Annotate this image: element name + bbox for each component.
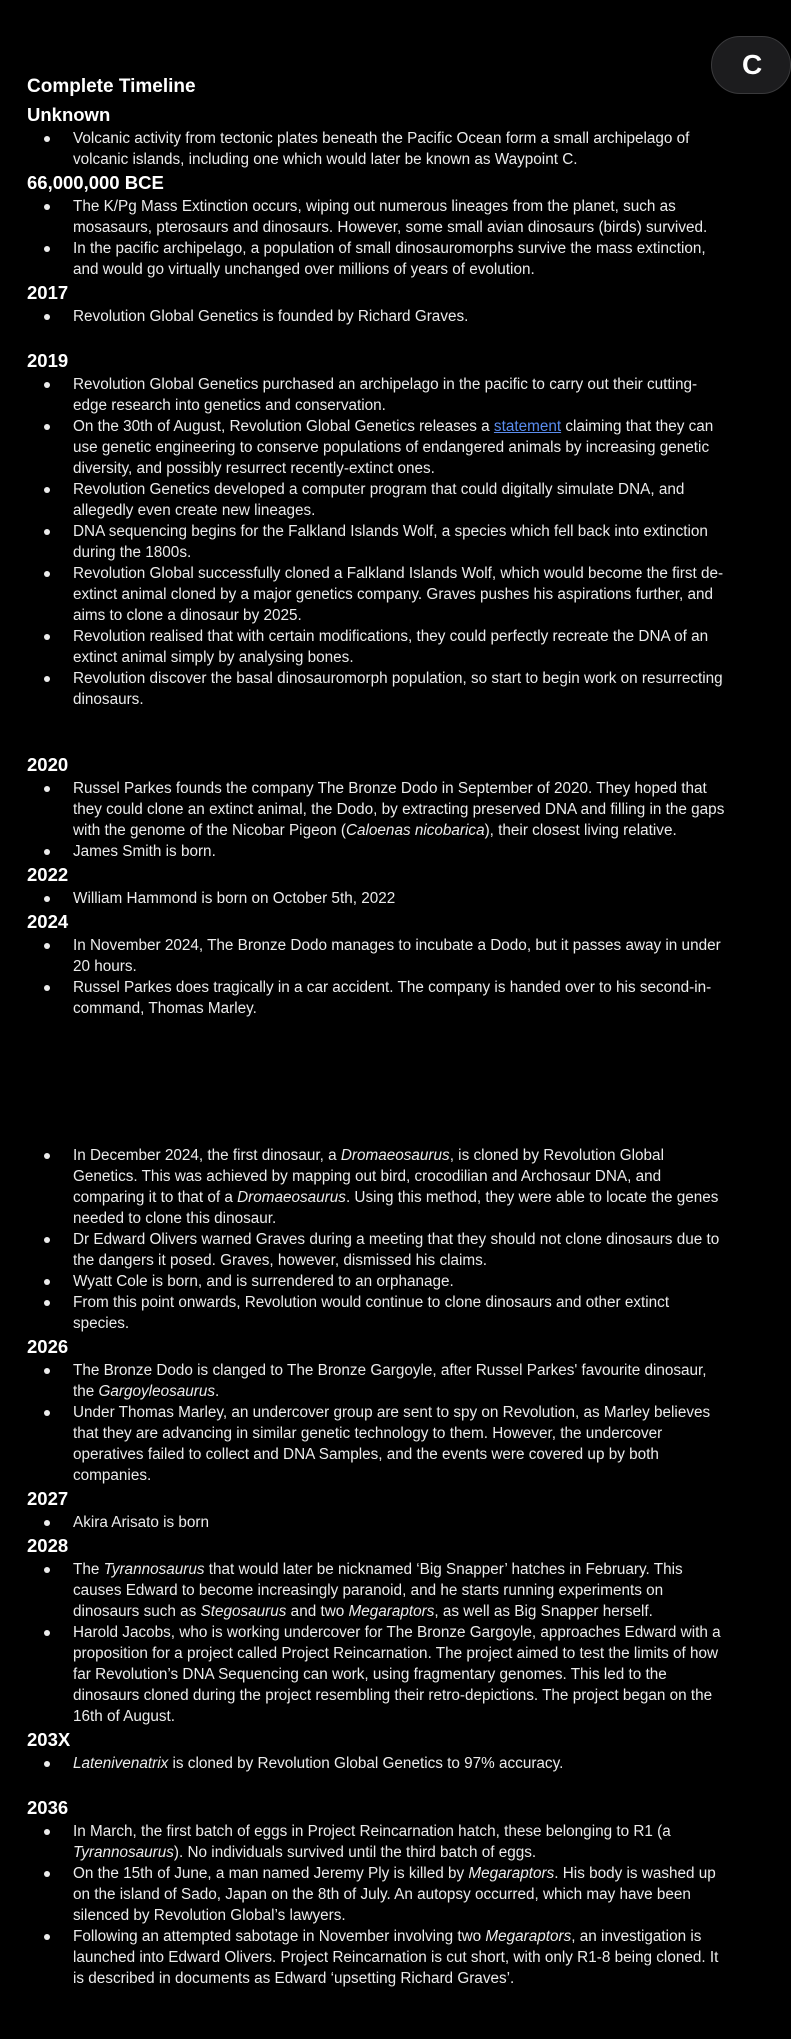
event-text: Harold Jacobs, who is working undercover for The Bronze Gargoyle, approaches Edward with a proposition for a project called Project Reincarnation. The project aimed to test the limits of how far Revolution’s DNA Sequencing can work, using fragmentary genomes. This led to the dinosaurs cloned during the project resembling their retro-depictions. The project began on the 16th of August. [73, 1624, 721, 1725]
timeline-event [27, 1821, 727, 1863]
event-text: DNA sequencing begins for the Falkland Islands Wolf, a species which fell back into extinction during the 1800s. [73, 523, 708, 561]
italic-term: Megaraptors [348, 1603, 435, 1620]
italic-term: Gargoyleosaurus [98, 1383, 216, 1400]
event-text: . [215, 1383, 220, 1400]
event-text: Russel Parkes does tragically in a car accident. The company is handed over to his second-in-command, Thomas Marley. [73, 979, 712, 1017]
timeline-event [27, 1292, 727, 1334]
section-2024 [27, 909, 727, 1334]
year-heading: 66,000,000 BCE [27, 172, 164, 193]
section-2020 [27, 752, 727, 862]
timeline-event [27, 374, 727, 416]
timeline-event [27, 479, 727, 521]
event-text: Revolution Global successfully cloned a Falkland Islands Wolf, which would become the first de-extinct animal cloned by a major genetics company. Graves pushes his aspirations further, and aims to clone a dinosaur by 2025. [73, 565, 724, 624]
event-text: In December 2024, the first dinosaur, a [73, 1147, 341, 1164]
event-list [27, 935, 727, 1334]
event-text: claiming that they can use genetic engineering to conserve populations of endangered animals by increasing genetic diversity, and possibly resurrect recently-extinct ones. [73, 418, 714, 477]
timeline-event [27, 128, 727, 170]
event-list [27, 196, 727, 280]
event-text: On the 15th of June, a man named Jeremy Ply is killed by [73, 1865, 469, 1882]
event-text: . His body is washed up on the island of Sado, Japan on the 8th of July. An autopsy occurred, which may have been silenced by Revolution Global’s lawyers. [73, 1865, 716, 1924]
italic-term: Megaraptors [485, 1928, 572, 1945]
year-heading: 2017 [27, 282, 69, 303]
event-list [27, 306, 727, 327]
timeline-event [27, 778, 727, 841]
timeline-event [27, 1229, 727, 1271]
timeline-event [27, 1622, 727, 1727]
italic-term: Caloenas nicobarica [345, 822, 485, 839]
section-2022 [27, 862, 727, 909]
year-heading: 2036 [27, 1797, 69, 1818]
timeline-event [27, 1863, 727, 1926]
event-text: From this point onwards, Revolution would continue to clone dinosaurs and other extinct species. [73, 1294, 670, 1332]
event-text: In the pacific archipelago, a population of small dinosauromorphs survive the mass extinction, and would go virtually unchanged over millions of years of evolution. [73, 240, 706, 278]
year-heading: 2026 [27, 1336, 69, 1357]
event-text: Volcanic activity from tectonic plates beneath the Pacific Ocean form a small archipelago of volcanic islands, including one which would later be known as Waypoint C. [73, 130, 690, 168]
timeline-event [27, 1360, 727, 1402]
event-text: , an investigation is launched into Edward Olivers. Project Reincarnation is cut short, with only R1-8 being cloned. It is described in documents as Edward ‘upsetting Richard Graves’. [73, 1928, 719, 1987]
year-heading: 2028 [27, 1535, 69, 1556]
italic-term: Stegosaurus [200, 1603, 287, 1620]
event-text: Wyatt Cole is born, and is surrendered to an orphanage. [73, 1273, 454, 1290]
timeline-event [27, 888, 727, 909]
event-text: Revolution Global Genetics purchased an archipelago in the pacific to carry out their cutting-edge research into genetics and conservation. [73, 376, 698, 414]
section-2026 [27, 1334, 727, 1486]
event-text: William Hammond is born on October 5th, 2022 [73, 890, 396, 907]
event-list [27, 374, 727, 710]
event-text: Akira Arisato is born [73, 1514, 210, 1531]
event-text: James Smith is born. [73, 843, 216, 860]
year-heading: 2020 [27, 754, 69, 775]
section-2019 [27, 348, 727, 710]
event-list [27, 128, 727, 170]
timeline-event [27, 1926, 727, 1989]
event-text: ), their closest living relative. [484, 822, 677, 839]
timeline-event [27, 1512, 727, 1533]
event-text: The Bronze Dodo is clanged to The Bronze Gargoyle, after Russel Parkes' favourite dinosaur, the [73, 1362, 707, 1400]
timeline-event [27, 521, 727, 563]
timeline-event [27, 563, 727, 626]
timeline-event [27, 1145, 727, 1229]
italic-term: Megaraptors [468, 1865, 555, 1882]
event-text: , as well as Big Snapper herself. [434, 1603, 653, 1620]
event-text: . Using this method, they were able to locate the genes needed to clone this dinosaur. [73, 1189, 719, 1227]
italic-term: Tyrannosaurus [73, 1844, 174, 1861]
italic-term: Tyrannosaurus [103, 1561, 205, 1578]
timeline-event [27, 668, 727, 710]
section-unknown [27, 102, 727, 170]
event-list [27, 1753, 727, 1774]
timeline-event [27, 1753, 727, 1774]
event-text: and two [286, 1603, 349, 1620]
section-2028 [27, 1533, 727, 1727]
statement-link[interactable]: statement [493, 418, 562, 435]
timeline-event [27, 935, 727, 977]
event-text: The K/Pg Mass Extinction occurs, wiping out numerous lineages from the planet, such as mosasaurs, pterosaurs and dinosaurs. However, some small avian dinosaurs (birds) survived. [73, 198, 708, 236]
event-text: that would later be nicknamed ‘Big Snapper’ hatches in February. This causes Edward to become increasingly paranoid, and he starts running experiments on dinosaurs such as [73, 1561, 683, 1620]
event-list [27, 1360, 727, 1486]
event-text: In November 2024, The Bronze Dodo manages to incubate a Dodo, but it passes away in under 20 hours. [73, 937, 721, 975]
timeline-event [27, 196, 727, 238]
timeline-event [27, 238, 727, 280]
event-text: is cloned by Revolution Global Genetics to 97% accuracy. [168, 1755, 564, 1772]
section-203x [27, 1727, 727, 1774]
event-text: Following an attempted sabotage in November involving two [73, 1928, 486, 1945]
event-list [27, 778, 727, 862]
italic-term: Latenivenatrix [73, 1755, 169, 1772]
year-heading: Unknown [27, 104, 111, 125]
timeline-event [27, 977, 727, 1019]
event-text: Under Thomas Marley, an undercover group are sent to spy on Revolution, as Marley believes that they are advancing in similar genetic technology to them. However, the undercover operatives failed to collect and DNA Samples, and the events were covered up by both companies. [73, 1404, 711, 1484]
event-list [27, 1559, 727, 1727]
event-text: Revolution Global Genetics is founded by Richard Graves. [73, 308, 469, 325]
italic-term: Dromaeosaurus [237, 1189, 346, 1206]
timeline-event [27, 1402, 727, 1486]
section-2027 [27, 1486, 727, 1533]
timeline-event [27, 1559, 727, 1622]
timeline-document [27, 72, 727, 1989]
timeline-event [27, 626, 727, 668]
event-text: , is cloned by Revolution Global Genetics. This was achieved by mapping out bird, crocodilian and Archosaur DNA, and comparing it to that of a [73, 1147, 664, 1206]
timeline-event [27, 416, 727, 479]
year-heading: 2019 [27, 350, 69, 371]
section-66-million-bce [27, 170, 727, 280]
timeline-event [27, 1271, 727, 1292]
section-2017 [27, 280, 727, 327]
year-heading: 203X [27, 1729, 71, 1750]
event-text: Russel Parkes founds the company The Bronze Dodo in September of 2020. They hoped that they could clone an extinct animal, the Dodo, by extracting preserved DNA and filling in the gaps with the genome of the Nicobar Pigeon ( [73, 780, 725, 839]
year-heading: 2022 [27, 864, 69, 885]
event-text: Dr Edward Olivers warned Graves during a meeting that they should not clone dinosaurs due to the dangers it posed. Graves, however, dismissed his claims. [73, 1231, 720, 1269]
corner-button[interactable]: C [711, 36, 791, 94]
event-text: ). No individuals survived until the third batch of eggs. [173, 1844, 537, 1861]
year-heading: 2024 [27, 911, 69, 932]
italic-term: Dromaeosaurus [340, 1147, 450, 1164]
section-2036 [27, 1795, 727, 1989]
timeline-event [27, 306, 727, 327]
event-list [27, 1821, 727, 1989]
event-text: On the 30th of August, Revolution Global Genetics releases a [73, 418, 494, 435]
event-text: Revolution Genetics developed a computer program that could digitally simulate DNA, and allegedly even create new lineages. [73, 481, 685, 519]
event-text: In March, the first batch of eggs in Project Reincarnation hatch, these belonging to R1 (a [73, 1823, 671, 1840]
event-text: Revolution realised that with certain modifications, they could perfectly recreate the DNA of an extinct animal simply by analysing bones. [73, 628, 709, 666]
event-list [27, 1512, 727, 1533]
event-text: The [73, 1561, 104, 1578]
event-list [27, 888, 727, 909]
timeline-event [27, 841, 727, 862]
year-heading: 2027 [27, 1488, 69, 1509]
page-title: Complete Timeline [27, 76, 196, 97]
event-text: Revolution discover the basal dinosauromorph population, so start to begin work on resurrecting dinosaurs. [73, 670, 723, 708]
